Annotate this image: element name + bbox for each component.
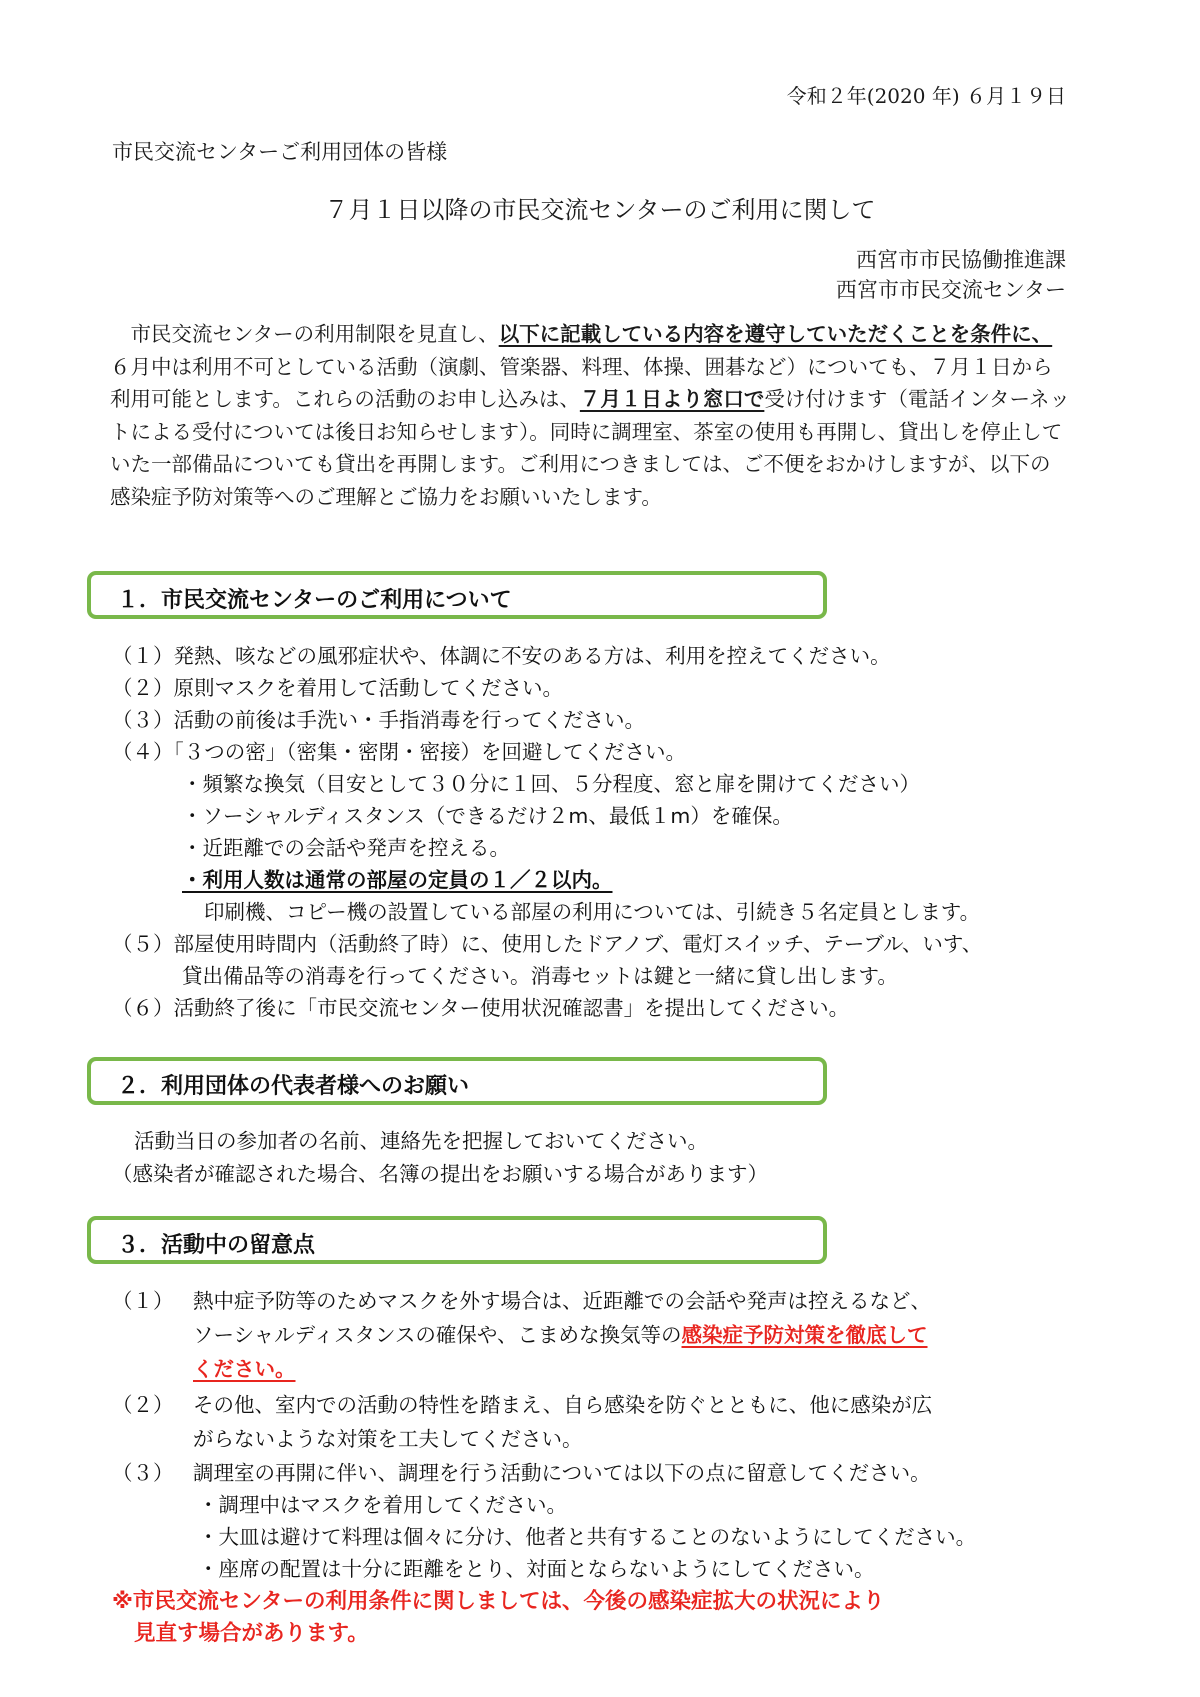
section-1-bullet-ventilation: ・頻繁な換気（目安として３０分に１回、５分程度、窓と扉を開けてください） [182, 772, 920, 796]
section-3-item-2-line-2: がらないような対策を工夫してください。 [193, 1427, 583, 1451]
intro-window-date: ７月１日より窓口で [579, 387, 765, 411]
section-3-item-1-line-1: 熱中症予防等のためマスクを外す場合は、近距離での会話や発声は控えるなど、 [193, 1289, 931, 1313]
issuer-block [836, 245, 1066, 305]
infection-prevention-emphasis: 感染症予防対策を徹底して [681, 1323, 928, 1347]
section-1-item-3: （３）活動の前後は手洗い・手指消毒を行ってください。 [112, 708, 645, 732]
section-1-bullet-voice: ・近距離での会話や発声を控える。 [182, 836, 510, 860]
document-date: 令和２年(2020 年) ６月１９日 [786, 84, 1066, 108]
section-2-heading-box [87, 1057, 827, 1105]
document-title: ７月１日以降の市民交流センターのご利用に関して [324, 196, 876, 224]
issuer-department: 西宮市市民協働推進課 [856, 248, 1066, 272]
section-3-bullet-mask: ・調理中はマスクを着用してください。 [198, 1493, 567, 1517]
section-1-item-4: （４）「３つの密」（密集・密閉・密接）を回避してください。 [112, 740, 686, 764]
intro-text-2: ６月中は利用不可としている活動（演劇、管楽器、料理、体操、囲碁など）についても、７月１日から利用可能とします。これらの活動のお申し込みは、 [110, 354, 1053, 411]
section-3-bullet-plates: ・大皿は避けて料理は個々に分け、他者と共有することのないようにしてください。 [198, 1525, 977, 1549]
notice-line-1: ※市民交流センターの利用条件に関しましては、今後の感染症拡大の状況により [112, 1589, 885, 1614]
section-3-item-3-line-1: 調理室の再開に伴い、調理を行う活動については以下の点に留意してください。 [193, 1461, 931, 1485]
section-3-item-1-number: （１） [112, 1289, 174, 1313]
section-1-heading: １．市民交流センターのご利用について [117, 588, 512, 613]
intro-paragraph [110, 318, 1070, 513]
intro-condition-underlined: 以下に記載している内容を遵守していただくことを条件に、 [498, 322, 1053, 346]
section-1-item-2: （２）原則マスクを着用して活動してください。 [112, 676, 563, 700]
section-1-item-5: （５）部屋使用時間内（活動終了時）に、使用したドアノブ、電灯スイッチ、テーブル、いす、 [112, 932, 983, 956]
section-1-item-6: （６）活動終了後に「市民交流センター使用状況確認書」を提出してください。 [112, 996, 850, 1020]
section-1-copier-note: 印刷機、コピー機の設置している部屋の利用については、引続き５名定員とします。 [204, 900, 981, 924]
section-3-item-3-number: （３） [112, 1461, 174, 1485]
section-1-bullet-distance: ・ソーシャルディスタンス（できるだけ２m、最低１m）を確保。 [182, 804, 793, 828]
section-1-heading-box [87, 571, 827, 619]
section-3-heading-box [87, 1216, 827, 1264]
addressee: 市民交流センターご利用団体の皆様 [112, 140, 448, 164]
section-1-item-1: （１）発熱、咳などの風邪症状や、体調に不安のある方は、利用を控えてください。 [112, 644, 891, 668]
section-2-heading: ２．利用団体の代表者様へのお願い [117, 1074, 470, 1099]
section-3-item-1-line-2: ソーシャルディスタンスの確保や、こまめな換気等の感染症予防対策を徹底して [193, 1323, 928, 1347]
section-2-line-2: （感染者が確認された場合、名簿の提出をお願いする場合があります） [112, 1162, 768, 1186]
intro-text-3: 受け付けます（電話インターネットによる受付については後日お知らせします）。同時に調理室、茶室の使用も再開し、貸出しを停止していた一部備品についても貸出を再開します。ご利用につきましては、ご不便をおかけしますが、以下の感染症予防対策等へのご理解とご協力をお願いいたします。 [110, 387, 1071, 509]
section-3-bullet-seating: ・座席の配置は十分に距離をとり、対面とならないようにしてください。 [198, 1557, 875, 1581]
section-1-item-5-cont: 貸出備品等の消毒を行ってください。消毒セットは鍵と一緒に貸し出します。 [182, 964, 898, 988]
section-3-item-2-number: （２） [112, 1393, 174, 1417]
section-3-item-1-line-3: ください。 [193, 1357, 296, 1381]
notice-line-2: 見直す場合があります。 [134, 1621, 369, 1646]
section-3-heading: ３．活動中の留意点 [117, 1233, 316, 1258]
section-2-line-1: 活動当日の参加者の名前、連絡先を把握しておいてください。 [134, 1129, 708, 1153]
section-3-item-2-line-1: その他、室内での活動の特性を踏まえ、自ら感染を防ぐとともに、他に感染が広 [193, 1393, 933, 1417]
section-1-bullet-capacity: ・利用人数は通常の部屋の定員の１／２以内。 [182, 868, 613, 892]
issuer-center: 西宮市市民交流センター [835, 278, 1066, 302]
intro-text-1: 市民交流センターの利用制限を見直し、 [130, 322, 499, 346]
